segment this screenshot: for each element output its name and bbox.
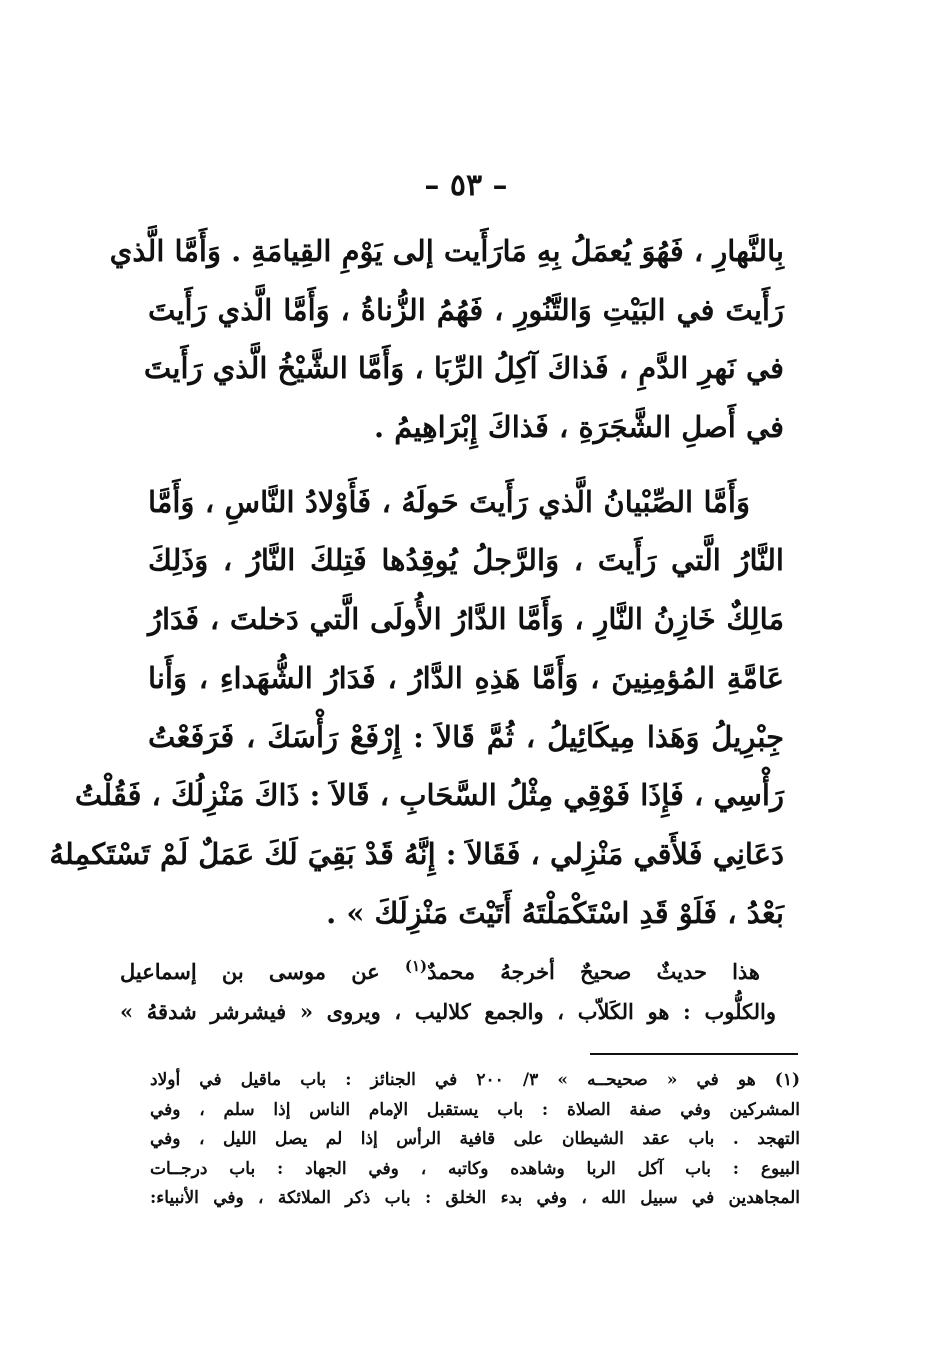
- footnote-line: المشركين وفي صفة الصلاة : باب يستقبل الإمام الناس إذا سلم ، وفي: [150, 1099, 800, 1120]
- narration-line: [120, 952, 776, 992]
- text-line: وَأَمَّا الصِّبْيانُ الَّذي رَأَيتَ حَولَهُ ، فَأَوْلادُ النَّاسِ ، وَأَمَّا: [148, 484, 750, 519]
- narration-note: [120, 952, 776, 1032]
- footnote-line: البيوع : باب آكل الربا وشاهده وكاتبه ، وفي الجهاد : باب درجــات: [150, 1158, 800, 1179]
- footnote-line: التهجد . باب عقد الشيطان على قافية الرأس إذا لم يصل الليل ، وفي: [150, 1129, 800, 1149]
- footnotes: [150, 1066, 800, 1214]
- paragraph-2: [49, 473, 784, 943]
- footnote-divider: [590, 1053, 798, 1055]
- text-line: بَعْدُ ، فَلَوْ قَدِ اسْتَكْمَلْتَهُ أَتَيْتَ مَنْزِلَكَ » .: [326, 895, 784, 930]
- text-line: في أَصلِ الشَّجَرَةِ ، فَذاكَ إِبْرَاهِيمُ .: [374, 410, 784, 445]
- text-line: النَّارُ الَّتي رَأَيتَ ، وَالرَّجلُ يُوقِدُها فَتِلكَ النَّارُ ، وَذَلِكَ: [148, 543, 784, 578]
- paragraph-1: [109, 222, 784, 457]
- text-line: عَامَّةِ المُؤمِنِينَ ، وَأَمَّا هَذِهِ الدَّارُ ، فَدَارُ الشُّهَداءِ ، وَأَنا: [148, 660, 784, 695]
- text-line: في نَهرِ الدَّمِ ، فَذاكَ آكِلُ الرِّبَا ، وَأَمَّا الشَّيْخُ الَّذي رَأَيتَ: [143, 351, 784, 386]
- narration-text: عن موسى بن إسماعيل: [120, 959, 405, 984]
- narration-line: والكلُّوب : هو الكَلاّب ، والجمع كلاليب ، ويروى « فيشرشر شدقهُ »: [120, 999, 776, 1024]
- text-line: دَعَانِي فَلأَقي مَنْزِلي ، فَقَالاَ : إِنَّهُ قَدْ بَقِيَ لَكَ عَمَلٌ لَمْ تَسْتَكمِلهُ: [49, 836, 784, 871]
- footnote-line: المجاهدين في سبيل الله ، وفي بدء الخلق : باب ذكر الملائكة ، وفي الأنبياء:: [150, 1188, 800, 1208]
- text-line: بِالنَّهارِ ، فَهُوَ يُعمَلُ بِهِ مَارَأَيت إلى يَوْمِ القِيامَةِ . وَأَمَّا الَّذي: [109, 234, 784, 268]
- text-line: رَأْسِي ، فَإِذَا فَوْقِي مِثْلُ السَّحَابِ ، قَالاَ : ذَاكَ مَنْزِلُكَ ، فَقُلْتُ: [74, 778, 784, 813]
- paragraph-gap: [148, 457, 784, 473]
- main-text: [49, 222, 784, 942]
- text-line: جِبْرِيلُ وَهَذا مِيكَائِيلُ ، ثُمَّ قَالاَ : إِرْفَعْ رَأْسَكَ ، فَرَفَعْتُ: [148, 719, 784, 754]
- footnote-line: (١) هو في « صحيحــه » ٣/ ٢٠٠ في الجنائز : باب ماقيل في أولاد: [150, 1070, 800, 1090]
- text-line: مَالِكٌ خَازِنُ النَّارِ ، وَأَمَّا الدَّارُ الأُولَى الَّتي دَخلتَ ، فَدَارُ: [148, 602, 784, 637]
- footnote-reference: (١): [404, 957, 428, 975]
- page-number: – ٥٣ –: [424, 168, 508, 203]
- text-line: رَأَيتَ في البَيْتِ وَالتَّنُورِ ، فَهُمُ الزُّناةُ ، وَأَمَّا الَّذي رَأَيتَ: [148, 292, 784, 327]
- narration-text: هذا حديثٌ صحيحٌ أخرجهُ محمدٌ: [427, 959, 760, 984]
